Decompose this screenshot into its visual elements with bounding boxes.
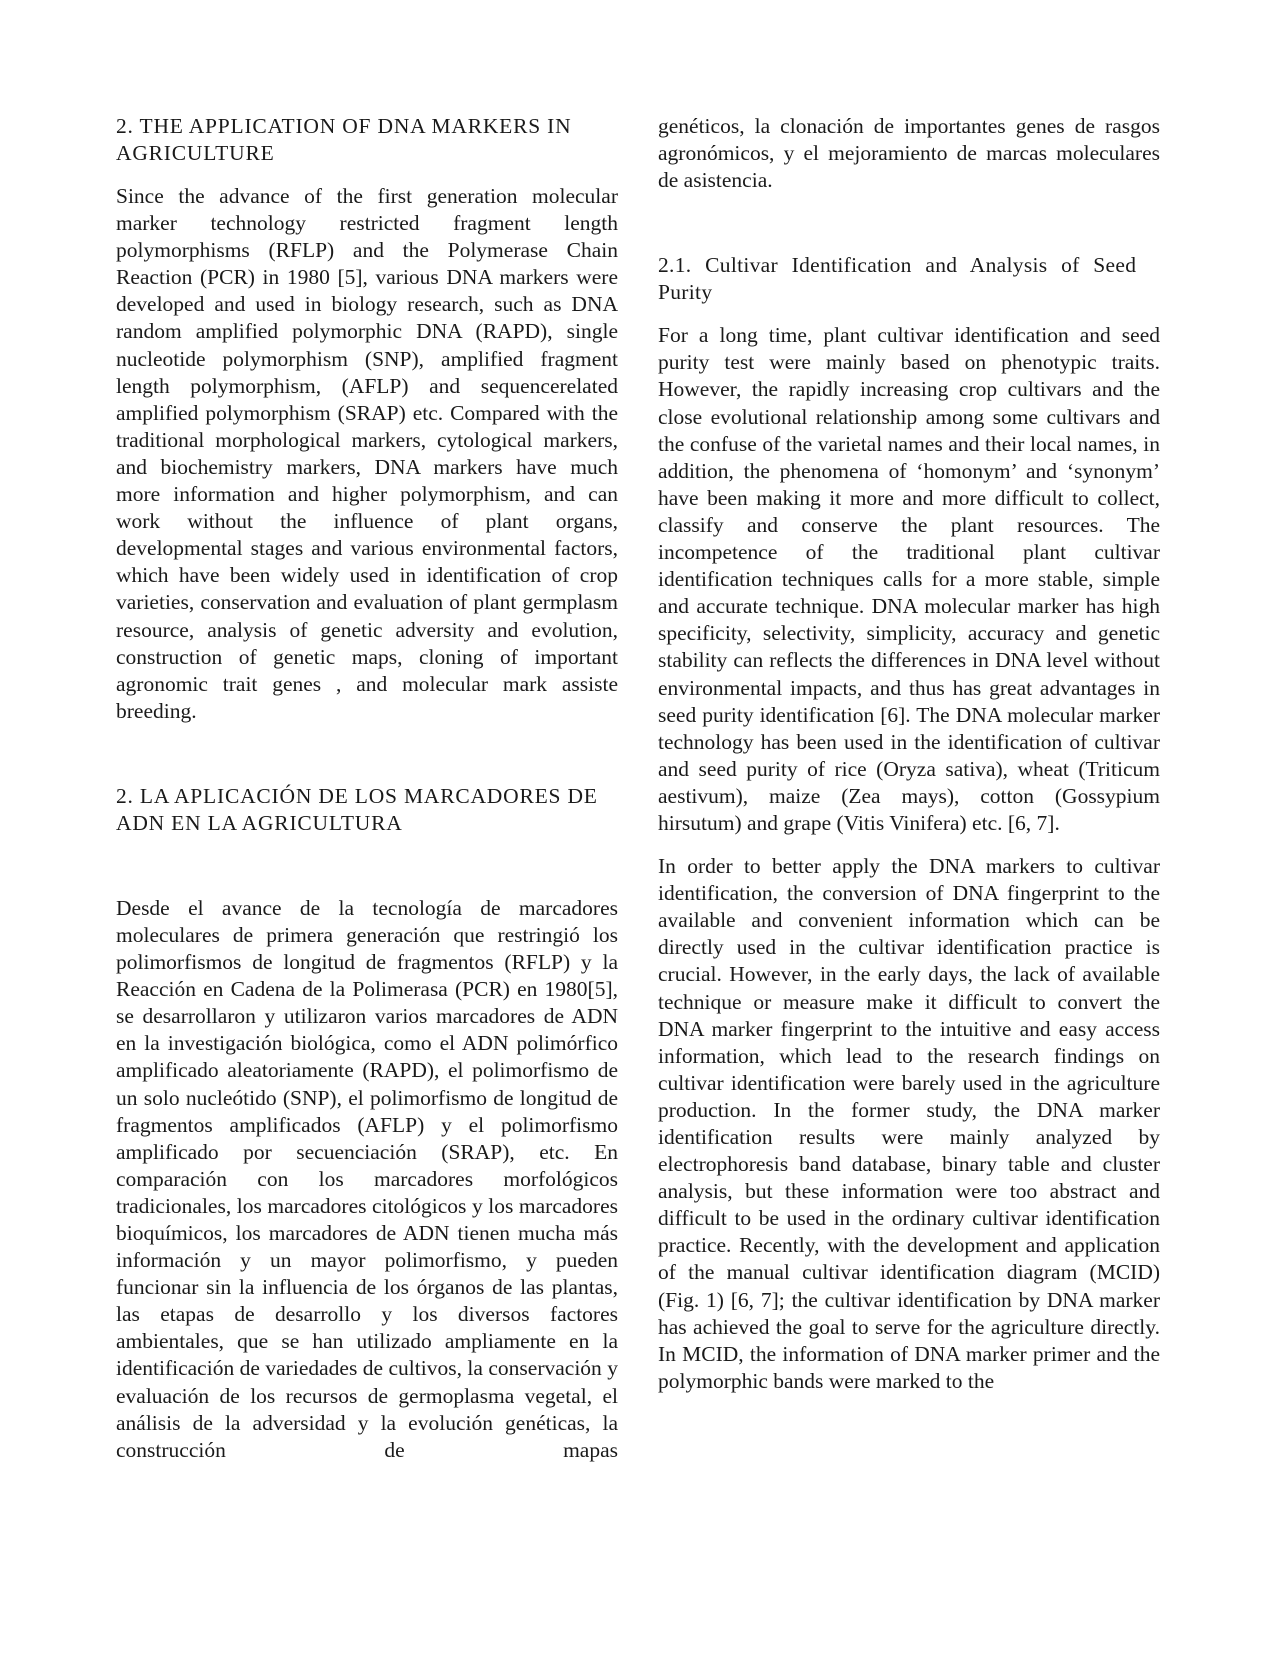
paragraph-english-intro: Since the advance of the first generation molecular marker technology restricted fragment length polymorphisms (RFLP) and the Polymerase Chain Reaction (PCR) in 1980 [5], various DNA markers were developed and used in biology research, such as DNA random amplified polymorphic DNA (RAPD), single nucleotide polymorphism (SNP), amplified fragment length polymorphism, (AFLP) and sequencerelated amplified polymorphism (SRAP) etc. Compared with the traditional morphological markers, cytological markers, and biochemistry markers, DNA markers have much more information and higher polymorphism, and can work without the influence of plant organs, developmental stages and various environmental factors, which have been widely used in identification of crop varieties, conservation and evaluation of plant germplasm resource, analysis of genetic adversity and evolution, construction of genetic maps, cloning of important agronomic trait genes , and molecular mark assiste breeding.: [116, 184, 618, 723]
section-heading-english: 2. THE APPLICATION OF DNA MARKERS IN AGRICULTURE: [116, 114, 572, 165]
right-column: [658, 113, 1160, 1395]
paragraph-spanish-continued: genéticos, la clonación de importantes genes de rasgos agronómicos, y el mejoramiento de marcas moleculares de asistencia.: [658, 114, 1160, 193]
section-heading-spanish: 2. LA APLICACIÓN DE LOS MARCADORES DE ADN EN LA AGRICULTURA: [116, 783, 598, 835]
subsection-heading-2-1: 2.1. Cultivar Identification and Analysis of Seed Purity: [658, 253, 1137, 305]
paragraph-mcid: In order to better apply the DNA markers to cultivar identification, the conversion of DNA fingerprint to the available and convenient information which can be directly used in the cultivar identification practice is crucial. However, in the early days, the lack of available technique or measure make it difficult to convert the DNA marker fingerprint to the intuitive and easy access information, which lead to the research findings on cultivar identification were barely used in the agriculture production. In the former study, the DNA marker identification results were mainly analyzed by electrophoresis band database, binary table and cluster analysis, but these information were too abstract and difficult to be used in the ordinary cultivar identification practice. Recently, with the development and application of the manual cultivar identification diagram (MCID) (Fig. 1) [6, 7]; the cultivar identification by DNA marker has achieved the goal to serve for the agriculture directly. In MCID, the information of DNA marker primer and the polymorphic bands were marked to the: [658, 854, 1160, 1393]
paragraph-cultivar-identification: For a long time, plant cultivar identification and seed purity test were mainly based on phenotypic traits. However, the rapidly increasing crop cultivars and the close evolutional relationship among some cultivars and the confuse of the varietal names and their local names, in addition, the phenomena of ‘homonym’ and ‘synonym’ have been making it more and more difficult to collect, classify and conserve the plant resources. The incompetence of the traditional plant cultivar identification techniques calls for a more stable, simple and accurate technique. DNA molecular marker has high specificity, selectivity, simplicity, accuracy and genetic stability can reflects the differences in DNA level without environmental impacts, and thus has great advantages in seed purity identification [6]. The DNA molecular marker technology has been used in the identification of cultivar and seed purity of rice (Oryza sativa), wheat (Triticum aestivum), maize (Zea mays), cotton (Gossypium hirsutum) and grape (Vitis Vinifera) etc. [6, 7].: [658, 323, 1160, 835]
left-column: [116, 113, 618, 1464]
paragraph-spanish-intro: Desde el avance de la tecnología de marcadores moleculares de primera generación que restringió los polimorfismos de longitud de fragmentos (RFLP) y la Reacción en Cadena de la Polimerasa (PCR) en 1980[5], se desarrollaron y utilizaron varios marcadores de ADN en la investigación biológica, como el ADN polimórfico amplificado aleatoriamente (RAPD), el polimorfismo de un solo nucleótido (SNP), el polimorfismo de longitud de fragmentos amplificados (AFLP) y el polimorfismo amplificado por secuenciación (SRAP), etc. En comparación con los marcadores morfológicos tradicionales, los marcadores citológicos y los marcadores bioquímicos, los marcadores de ADN tienen mucha más información y un mayor polimorfismo, y pueden funcionar sin la influencia de los órganos de las plantas, las etapas de desarrollo y los diversos factores ambientales, que se han utilizado ampliamente en la identificación de variedades de cultivos, la conservación y evaluación de los recursos de germoplasma vegetal, el análisis de la adversidad y la evolución genéticas, la construcción de mapas: [116, 895, 618, 1462]
